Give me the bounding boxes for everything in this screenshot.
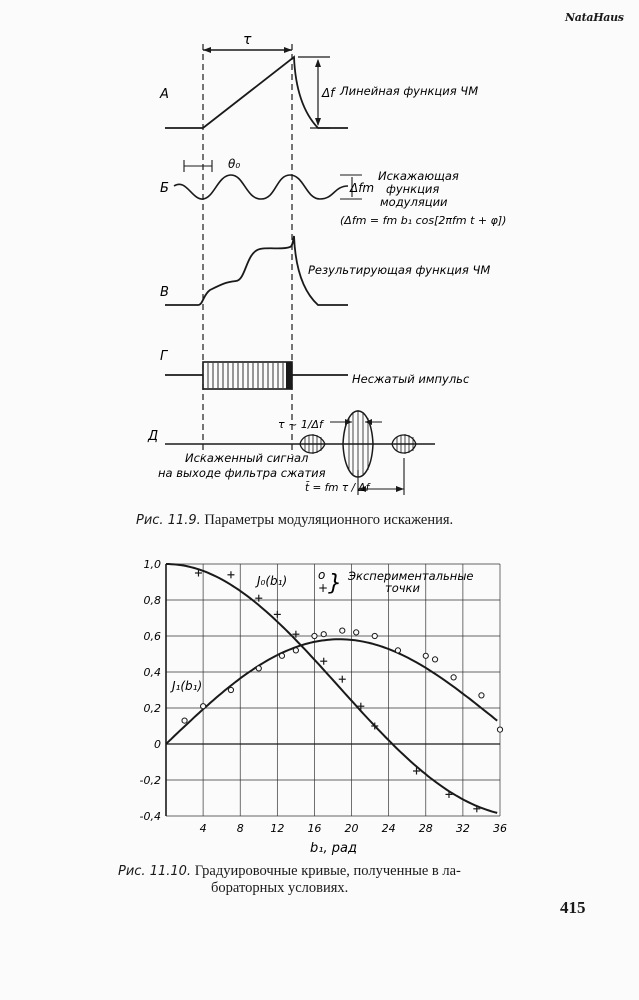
x-tick-label: 36 xyxy=(493,822,507,835)
legend-marker-circle: o xyxy=(318,568,326,582)
y-tick-label: 0 xyxy=(154,738,161,751)
data-point-plus xyxy=(255,595,262,602)
data-point-circle xyxy=(293,648,298,653)
row-label-a: А xyxy=(160,87,169,102)
x-tick-label: 16 xyxy=(307,822,322,835)
curve-j0 xyxy=(166,564,497,813)
row-label-v: В xyxy=(160,285,169,300)
data-point-circle xyxy=(354,630,359,635)
row-label-g: Г xyxy=(160,349,168,364)
data-point-circle xyxy=(451,675,456,680)
uncompressed-pulse-box xyxy=(203,362,292,389)
series-label-j0: J₀(b₁) xyxy=(257,574,288,588)
legend-text-1: Экспериментальные xyxy=(348,569,474,583)
legend-marker-plus: + xyxy=(318,581,329,595)
y-tick-label: -0,4 xyxy=(139,810,161,823)
figure-11-9-caption xyxy=(136,512,453,529)
y-tick-label: 0,6 xyxy=(143,630,161,643)
data-point-circle xyxy=(201,704,206,709)
data-point-circle xyxy=(497,727,502,732)
caption-number: Рис. 11.10. xyxy=(118,864,192,879)
x-tick-label: 24 xyxy=(381,822,396,835)
y-tick-label: 0,4 xyxy=(143,666,161,679)
x-tick-label: 20 xyxy=(344,822,359,835)
distortion-sine-curve xyxy=(174,175,348,199)
x-tick-label: 12 xyxy=(270,822,285,835)
label-distorted-1: Искаженный сигнал xyxy=(185,451,309,465)
data-point-plus xyxy=(339,676,346,683)
label-tau-approx: τ ~ 1/Δf xyxy=(278,418,323,431)
data-point-circle xyxy=(312,633,317,638)
caption-line-1 xyxy=(118,863,538,880)
data-point-plus xyxy=(227,571,234,578)
row-label-b: Б xyxy=(160,181,169,196)
legend-text-2: точки xyxy=(385,581,420,595)
data-point-circle xyxy=(423,653,428,658)
x-tick-label: 4 xyxy=(199,822,207,835)
data-point-circle xyxy=(340,628,345,633)
y-tick-label: 1,0 xyxy=(143,558,161,571)
theta0-label: θ₀ xyxy=(228,157,241,171)
series-label-j1: J₁(b₁) xyxy=(172,679,203,693)
caption-text-2: бораторных условиях. xyxy=(211,880,349,896)
formula-distort: (Δfm = fm b₁ cos[2πfm t + φ]) xyxy=(340,214,507,227)
label-distorted-2: на выходе фильтра сжатия xyxy=(158,466,326,480)
label-distort-2: функция xyxy=(386,182,440,196)
tau-arrow-right xyxy=(284,47,292,53)
label-distort-1: Искажающая xyxy=(378,169,459,183)
data-point-circle xyxy=(395,648,400,653)
label-uncompressed: Несжатый импульс xyxy=(352,372,470,386)
caption-text: Параметры модуляционного искажения. xyxy=(204,512,454,528)
chart-curves xyxy=(166,564,497,813)
data-point-plus xyxy=(320,658,327,665)
data-point-circle xyxy=(228,687,233,692)
row-label-d: Д xyxy=(148,429,159,444)
caption-text-1: Градуировочные кривые, полученные в ла- xyxy=(194,863,461,879)
caption-number: Рис. 11.9. xyxy=(136,513,201,528)
pulse-hatching xyxy=(208,363,288,388)
x-tick-label: 28 xyxy=(418,822,433,835)
chart-grid xyxy=(166,564,500,816)
figure-11-10-chart xyxy=(0,548,639,858)
delta-f-label: Δf xyxy=(322,86,335,100)
data-point-circle xyxy=(321,632,326,637)
tau-arrow-left xyxy=(203,47,211,53)
label-result-fm: Результирующая функция ЧМ xyxy=(308,263,491,277)
page-number: 415 xyxy=(560,898,586,917)
legend-brace: } xyxy=(328,571,342,596)
label-distort-3: модуляции xyxy=(380,195,448,209)
data-point-circle xyxy=(432,657,437,662)
delta-fm-label: Δfm xyxy=(350,181,375,195)
data-point-circle xyxy=(279,653,284,658)
y-tick-label: -0,2 xyxy=(139,774,161,787)
linear-fm-curve xyxy=(165,57,348,128)
data-point-circle xyxy=(372,633,377,638)
data-point-circle xyxy=(182,718,187,723)
formula-tbar: t̄ = fm τ / Δf xyxy=(305,482,370,494)
figure-11-10-caption xyxy=(118,863,538,897)
data-point-circle xyxy=(256,666,261,671)
chart-axes xyxy=(166,564,500,816)
tau-label: τ xyxy=(243,32,252,48)
x-tick-label: 8 xyxy=(236,822,244,835)
y-tick-label: 0,8 xyxy=(143,594,161,607)
x-tick-label: 32 xyxy=(455,822,470,835)
y-tick-label: 0,2 xyxy=(143,702,161,715)
x-axis-label: b₁, рад xyxy=(310,841,357,856)
curve-j1 xyxy=(166,639,497,744)
label-linear-fm: Линейная функция ЧМ xyxy=(340,84,479,98)
site-logo: NataHaus xyxy=(565,11,624,24)
data-point-circle xyxy=(479,693,484,698)
data-point-plus xyxy=(274,611,281,618)
